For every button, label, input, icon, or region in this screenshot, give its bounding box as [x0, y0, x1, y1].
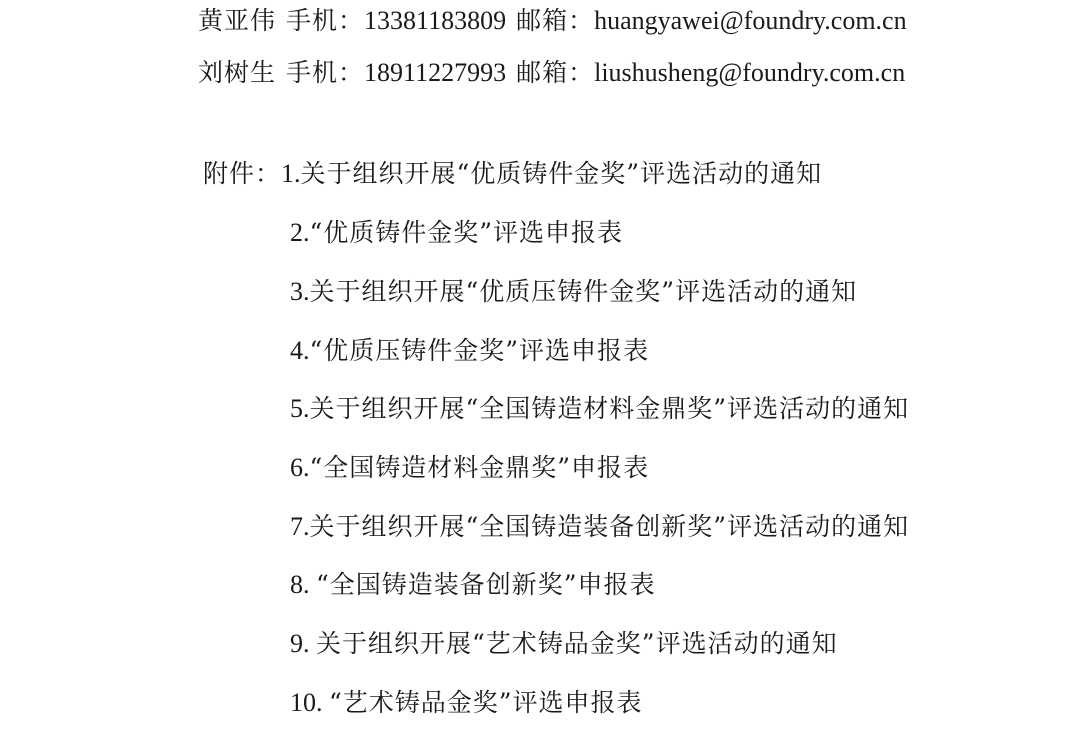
- attachment-title: “优质压铸件金奖”评选申报表: [309, 336, 650, 365]
- attachment-item: [290, 686, 643, 720]
- attachment-number: 10.: [290, 688, 329, 717]
- attachment-title: 关于组织开展“优质铸件金奖”评选活动的通知: [300, 159, 823, 188]
- email-label: 邮箱：: [516, 58, 595, 87]
- attachment-item: [290, 392, 909, 426]
- phone-number: 13381183809: [364, 6, 507, 35]
- contact-name: 黄亚伟: [198, 6, 277, 35]
- attachment-item: [203, 157, 822, 191]
- attachment-title: 关于组织开展“艺术铸品金奖”评选活动的通知: [316, 629, 838, 658]
- email-label: 邮箱：: [516, 6, 595, 35]
- attachment-title: 关于组织开展“全国铸造材料金鼎奖”评选活动的通知: [309, 394, 910, 423]
- attachment-number: 9.: [290, 629, 316, 658]
- attachments-label: 附件：: [203, 159, 282, 188]
- attachment-number: 2.: [290, 218, 310, 247]
- attachment-item: [290, 334, 649, 368]
- attachment-title: 关于组织开展“优质压铸件金奖”评选活动的通知: [309, 277, 858, 306]
- attachment-number: 5.: [290, 394, 310, 423]
- attachment-number: 6.: [290, 453, 310, 482]
- email-address: huangyawei@foundry.com.cn: [594, 6, 907, 35]
- attachment-item: [290, 568, 656, 602]
- attachment-number: 8.: [290, 570, 316, 599]
- attachment-title: “艺术铸品金奖”评选申报表: [329, 688, 643, 717]
- phone-label: 手机：: [286, 58, 365, 87]
- contact-line: [198, 56, 905, 90]
- phone-label: 手机：: [286, 6, 365, 35]
- attachment-title: “全国铸造装备创新奖”申报表: [316, 570, 656, 599]
- attachment-title: “优质铸件金奖”评选申报表: [309, 218, 624, 247]
- attachment-title: 关于组织开展“全国铸造装备创新奖”评选活动的通知: [309, 512, 910, 541]
- attachment-item: [290, 275, 857, 309]
- contact-name: 刘树生: [198, 58, 277, 87]
- attachment-number: 7.: [290, 512, 310, 541]
- attachment-number: 3.: [290, 277, 310, 306]
- attachment-item: [290, 216, 623, 250]
- attachment-title: “全国铸造材料金鼎奖”申报表: [309, 453, 650, 482]
- contact-line: [198, 4, 907, 38]
- attachment-item: [290, 451, 649, 485]
- email-address: liushusheng@foundry.com.cn: [594, 58, 906, 87]
- attachment-number: 1.: [281, 159, 301, 188]
- attachment-number: 4.: [290, 336, 310, 365]
- phone-number: 18911227993: [364, 58, 507, 87]
- attachment-item: [290, 510, 909, 544]
- attachment-item: [290, 627, 838, 661]
